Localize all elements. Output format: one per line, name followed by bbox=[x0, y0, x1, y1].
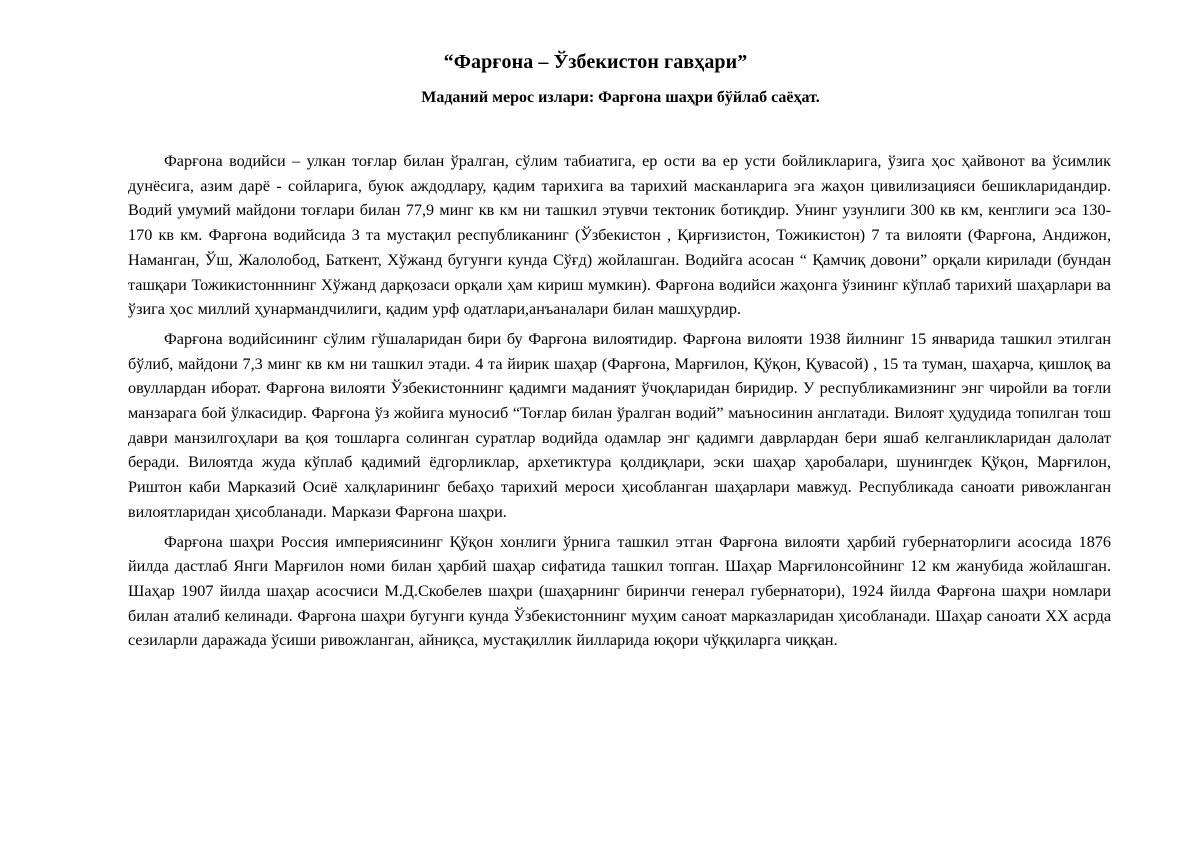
document-title: “Фарғона – Ўзбекистон гавҳари” bbox=[443, 51, 748, 73]
paragraph-fergana-valley: Фарғона водийси – улкан тоғлар билан ўралган, сўлим табиатига, ер ости ва ер усти бойликларига, ўзига ҳос ҳайвонот ва ўсимлик дунёсига, азим дарё - сойларига, буюк аждодлару, қадим тарихига ва тарихий масканларига эга жаҳон цивилизацияси бешикларидандир. Водий умумий майдони тоғлари билан 77,9 минг кв км ни ташкил этувчи тектоник ботиқдир. Унинг узунлиги 300 кв км, кенглиги эса 130-170 кв км. Фарғона водийсида 3 та мустақил республиканинг (Ўзбекистон , Қирғизистон, Тожикистон) 7 та вилояти (Фарғона, Андижон, Наманган, Ўш, Жалолобод, Баткент, Хўжанд бугунги кунда Сўғд) жойлашган. Водийга асосан “ Қамчиқ довони” орқали кирилади (бундан ташқари Тожикистонннинг Хўжанд дарқозаси орқали ҳам кириш мумкин). Фарғона водийси жаҳонга ўзининг кўплаб тарихий шаҳарлари ва ўзига ҳос миллий ҳунармандчилиги, қадим урф одатлари,анъаналари билан машҳурдир. bbox=[128, 152, 1111, 319]
document-body bbox=[128, 149, 1111, 658]
document-subtitle: Маданий мерос излари: Фарғона шаҳри бўйлаб саёҳат. bbox=[421, 89, 820, 106]
paragraph-fergana-region: Фарғона водийсининг сўлим гўшаларидан бири бу Фарғона вилоятидир. Фарғона вилояти 1938 йилнинг 15 январида ташкил этилган бўлиб, майдони 7,3 минг кв км ни ташкил этади. 4 та йирик шаҳар (Фарғона, Марғилон, Қўқон, Қувасой) , 15 та туман, шаҳарча, қишлоқ ва овуллардан иборат. Фарғона вилояти Ўзбекистоннинг қадимги маданият ўчоқларидан биридир. У республикамизнинг энг чиройли ва тоғли манзарага бой ўлкасидир. Фарғона ўз жойига муносиб “Тоғлар билан ўралган водий” маъносинин англатади. Вилоят ҳудудида топилган тош даври манзилгоҳлари ва қоя тошларга солинган суратлар водийда одамлар энг қадимги даврлардан бери яшаб келганликларидан далолат беради. Вилоятда жуда кўплаб қадимий ёдгорликлар, архетиктура қолдиқлари, эски шаҳар ҳаробалари, шунингдек Қўқон, Марғилон, Риштон каби Марказий Осиё халқларининг бебаҳо тарихий мероси ҳисобланган шаҳарлари мавжуд. Республикада саноати ривожланган вилоятларидан ҳисобланади. Маркази Фарғона шаҳри. bbox=[128, 329, 1111, 521]
paragraph-fergana-city: Фарғона шаҳри Россия империясининг Қўқон хонлиги ўрнига ташкил этган Фарғона вилояти ҳарбий губернаторлиги асосида 1876 йилда дастлаб Янги Марғилон номи билан ҳарбий шаҳар сифатида ташкил топган. Шаҳар Марғилонсойнинг 12 км жанубида жойлашган. Шаҳар 1907 йилда шаҳар асосчиси М.Д.Скобелев шаҳри (шаҳарнинг биринчи генерал губернатори), 1924 йилда Фарғона шаҳри номлари билан аталиб келинади. Фарғона шаҳри бугунги кунда Ўзбекистоннинг муҳим саноат марказларидан ҳисобланади. Шаҳар саноати XX асрда сезиларли даражада ўсиши ривожланган, айниқса, мустақиллик йилларида юқори чўққиларга чиққан. bbox=[128, 532, 1111, 650]
